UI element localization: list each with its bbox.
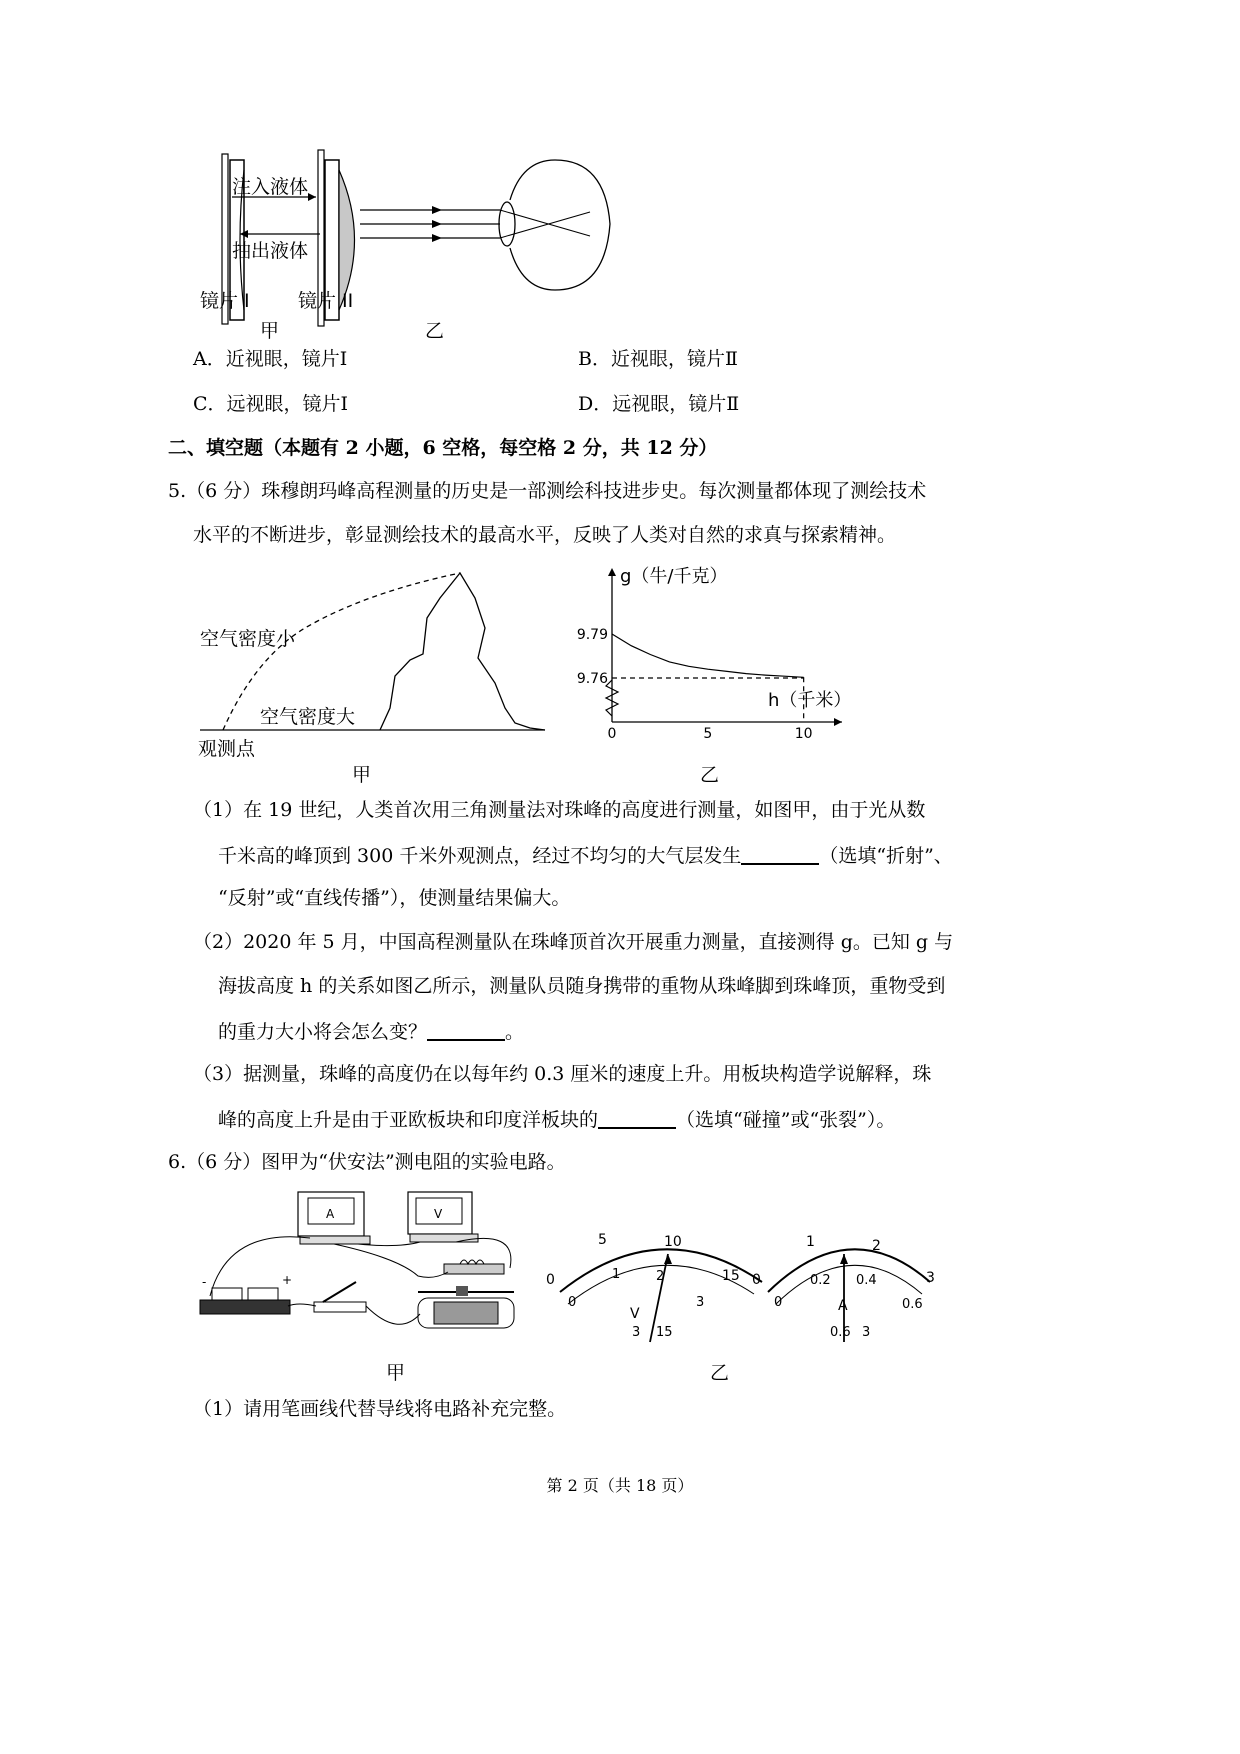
- voltmeter-inner-tick: 2: [656, 1269, 665, 1284]
- q5-sub1-line-1: （1）在 19 世纪，人类首次用三角测量法对珠峰的高度进行测量，如图甲，由于光从数: [193, 799, 926, 821]
- x-axis-label: h（千米）: [768, 690, 852, 711]
- x-tick-label: 5: [703, 726, 713, 742]
- fig3-yi-caption: 乙: [710, 1362, 730, 1384]
- fig1-yi-caption: 乙: [425, 320, 445, 342]
- voltmeter-terminal: 15: [656, 1325, 673, 1340]
- eye-icon: [499, 160, 610, 290]
- svg-text:-: -: [202, 1275, 207, 1289]
- ammeter-inner-tick: 0: [774, 1295, 783, 1310]
- x-tick-label: 0: [607, 726, 617, 742]
- high-density-label: 空气密度大: [260, 706, 356, 728]
- q5-line-2: 水平的不断进步，彰显测绘技术的最高水平，反映了人类对自然的求真与探索精神。: [193, 524, 897, 546]
- q5-sub1-line-2: 千米高的峰顶到 300 千米外观测点，经过不均匀的大气层发生 （选填“折射”、: [218, 845, 953, 867]
- q5-sub3-line-2: 峰的高度上升是由于亚欧板块和印度洋板块的 （选填“碰撞”或“张裂”）。: [218, 1109, 896, 1131]
- extract-label: 抽出液体: [232, 240, 309, 262]
- page-footer: 第 2 页（共 18 页）: [546, 1476, 694, 1495]
- y-tick-label: 9.76: [576, 671, 608, 687]
- x-tick-label: 10: [794, 726, 813, 742]
- q5-line-1: 5.（6 分）珠穆朗玛峰高程测量的历史是一部测绘科技进步史。每次测量都体现了测绘技术: [168, 480, 927, 502]
- switch-device: [314, 1282, 366, 1312]
- section-2-title: 二、填空题（本题有 2 小题，6 空格，每空格 2 分，共 12 分）: [168, 437, 718, 459]
- mountain-figure: [195, 568, 555, 758]
- q5-sub2-line-2: 海拔高度 h 的关系如图乙所示，测量队员随身携带的重物从珠峰脚到珠峰顶，重物受到: [218, 975, 946, 997]
- y-axis-label: g（牛/千克）: [620, 566, 728, 587]
- q5-sub3-line-1: （3）据测量，珠峰的高度仍在以每年约 0.3 厘米的速度上升。用板块构造学说解释，珠: [193, 1063, 932, 1085]
- voltmeter-inner-tick: 3: [696, 1295, 705, 1310]
- svg-text:V: V: [434, 1207, 443, 1221]
- q4-option-a: A．近视眼，镜片Ⅰ: [193, 348, 348, 370]
- inject-label: 注入液体: [232, 176, 309, 198]
- ammeter-terminal: 3: [862, 1325, 871, 1340]
- q5-sub1-line-3: “反射”或“直线传播”），使测量结果偏大。: [218, 887, 571, 909]
- meters-figure: [540, 1222, 960, 1352]
- y-tick-label: 9.79: [576, 627, 608, 643]
- q6-sub1: （1）请用笔画线代替导线将电路补充完整。: [193, 1398, 567, 1420]
- circuit-figure: [198, 1188, 528, 1348]
- lens-1-label: 镜片 I: [200, 290, 250, 312]
- series-line-g: [612, 634, 804, 677]
- voltmeter-symbol: V: [630, 1306, 640, 1322]
- low-density-label: 空气密度小: [200, 628, 296, 650]
- ammeter-outer-tick: 2: [872, 1238, 881, 1254]
- mountain-outline: [380, 573, 545, 730]
- voltmeter-inner-tick: 0: [568, 1295, 577, 1310]
- svg-text:A: A: [326, 1207, 335, 1221]
- q4-option-c: C．远视眼，镜片Ⅰ: [193, 393, 349, 415]
- rheostat-device: [418, 1286, 514, 1328]
- fig2-jia-caption: 甲: [352, 764, 372, 786]
- observation-point-label: 观测点: [198, 738, 256, 760]
- q5-sub2-line-1: （2）2020 年 5 月，中国高程测量队在珠峰顶首次开展重力测量，直接测得 g。已知 g 与: [193, 931, 954, 953]
- q5-sub2-line-3: 的重力大小将会怎么变？ 。: [218, 1021, 525, 1043]
- fig1-jia-caption: 甲: [260, 320, 280, 342]
- q4-option-b: B．近视眼，镜片Ⅱ: [578, 348, 738, 370]
- svg-text:+: +: [282, 1273, 293, 1287]
- voltmeter-outer-tick: 0: [546, 1272, 555, 1288]
- resistor-device: [444, 1260, 504, 1274]
- voltmeter-outer-tick: 10: [664, 1234, 682, 1250]
- ammeter-terminal: 0.6: [830, 1325, 851, 1340]
- answer-blank-3[interactable]: [598, 1109, 676, 1129]
- q4-option-d: D．远视眼，镜片Ⅱ: [578, 393, 740, 415]
- answer-blank-1[interactable]: [741, 845, 819, 865]
- ammeter-inner-tick: 0.6: [902, 1297, 923, 1312]
- ammeter-inner-tick: 0.2: [810, 1273, 831, 1288]
- g-h-chart: [576, 560, 860, 750]
- voltmeter-outer-tick: 5: [598, 1232, 607, 1248]
- answer-blank-2[interactable]: [427, 1021, 505, 1041]
- fig2-yi-caption: 乙: [700, 764, 720, 786]
- ammeter-symbol: A: [838, 1298, 848, 1314]
- voltmeter-inner-tick: 1: [612, 1267, 621, 1282]
- lens-2-label: 镜片 II: [298, 290, 354, 312]
- ammeter-device: [298, 1192, 370, 1244]
- voltmeter-device: [408, 1192, 478, 1242]
- ammeter-outer-tick: 1: [806, 1234, 815, 1250]
- ammeter-outer-tick: 0: [752, 1272, 761, 1288]
- ammeter-outer-tick: 3: [926, 1270, 935, 1286]
- battery-device: [200, 1273, 292, 1314]
- voltmeter-outer-tick: 15: [722, 1268, 740, 1284]
- ammeter-inner-tick: 0.4: [856, 1273, 877, 1288]
- voltmeter-terminal: 3: [632, 1325, 641, 1340]
- q6-line-1: 6.（6 分）图甲为“伏安法”测电阻的实验电路。: [168, 1151, 566, 1173]
- fig3-jia-caption: 甲: [386, 1362, 406, 1384]
